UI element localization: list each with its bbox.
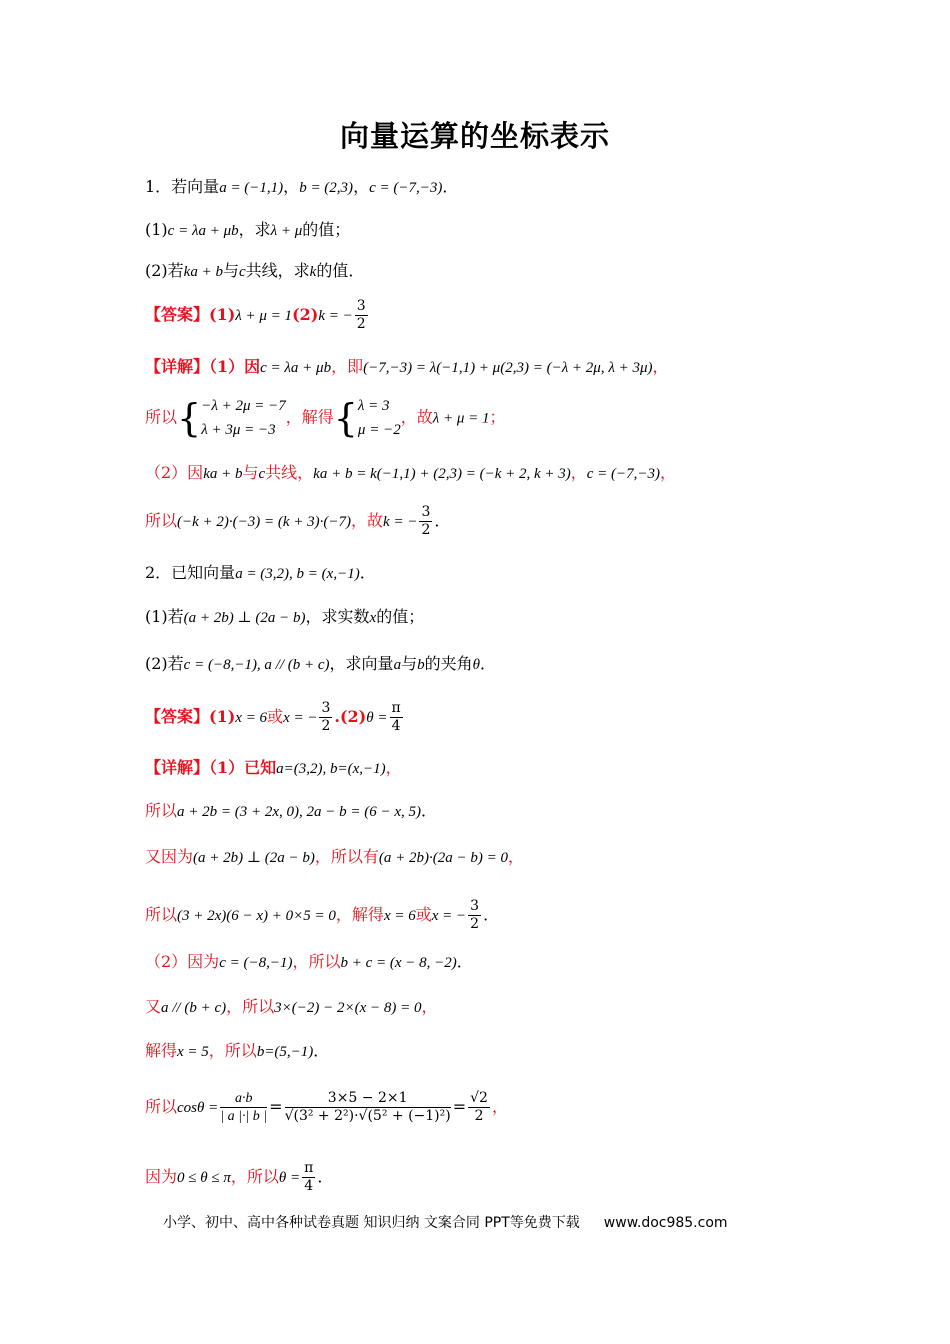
q2-solve: 解得x = 5，所以b=(5,−1)．	[145, 1041, 330, 1060]
fraction: $\frac{a\cdot b}{| a |\cdot| b |}$	[220, 1091, 268, 1124]
q1-detail1: 【详解】（1）因c = λa + μb，即(−7,−3) = λ(−1,1) + μ(2,3) = (−λ + 2μ, λ + 3μ)，	[145, 357, 669, 376]
footer	[163, 1212, 728, 1232]
q1-conclusion: 所以(−k + 2)·(−3) = (k + 3)·(−7)，故k = − $\frac{3}{2}$ ．	[145, 504, 451, 538]
fraction: $\frac{3}{2}$	[356, 298, 366, 332]
q1-answer: 【答案】(1)λ + μ = 1(2)k = − $\frac{3}{2}$	[145, 298, 366, 332]
solution-system: λ = 3 μ = −2	[357, 398, 401, 438]
fraction: $\frac{\pi}{4}$	[304, 1160, 314, 1194]
q2-detail2: （2）因为c = (−8,−1)，所以b + c = (x − 8, −2)．	[145, 952, 473, 971]
footer-text: 小学、初中、高中各种试卷真题 知识归纳 文案合同 PPT等免费下载	[163, 1215, 580, 1231]
q2-so2: 所以(3 + 2x)(6 − x) + 0×5 = 0，解得x = 6或x = − $\frac{3}{2}$ ．	[145, 898, 500, 932]
equation-system: −λ + 2μ = −7 λ + 3μ = −3	[201, 398, 286, 438]
q1-stem: 1．若向量a = (−1,1)，b = (2,3)，c = (−7,−3)．	[145, 177, 459, 196]
fraction: $\frac{\pi}{4}$	[391, 700, 401, 734]
q2-part1: (1)若(a + 2b) ⊥ (2a − b)，求实数x的值；	[145, 607, 425, 626]
q2-cos: 所以cosθ = $\frac{a\cdot b}{| a |\cdot| b |}$ = $\frac{3\times 5 - 2\times 1}{\text{√(3² + 2²)·√(5² + (−1)²)}}$ = $\frac{√2}{2}$ ，	[145, 1090, 508, 1124]
fraction: $\frac{3}{2}$	[321, 700, 331, 734]
q2-part2: (2)若c = (−8,−1), a // (b + c)，求向量a与b的夹角θ．	[145, 654, 496, 673]
q2-so1: 所以a + 2b = (3 + 2x, 0), 2a − b = (6 − x, 5)．	[145, 801, 438, 820]
fraction: $\frac{3\times 5 - 2\times 1}{\text{√(3² + 2²)·√(5² + (−1)²)}}$	[284, 1090, 451, 1124]
q2-stem: 2．已知向量a = (3,2), b = (x,−1)．	[145, 563, 376, 582]
q1-part1: (1)c = λa + μb，求λ + μ的值；	[145, 220, 351, 239]
fraction: $\frac{3}{2}$	[421, 504, 431, 538]
footer-url[interactable]: www.doc985.com	[603, 1215, 728, 1231]
q2-because: 又因为(a + 2b) ⊥ (2a − b)，所以有(a + 2b)·(2a − b) = 0，	[145, 847, 524, 866]
q2-answer: 【答案】(1)x = 6或x = − $\frac{3}{2}$ .(2)θ = $\frac{\pi}{4}$	[145, 700, 401, 734]
q1-detail2: （2）因ka + b与c共线，ka + b = k(−1,1) + (2,3) = (−k + 2, k + 3)，c = (−7,−3)，	[145, 463, 677, 482]
q2-also: 又a // (b + c)，所以3×(−2) − 2×(x − 8) = 0，	[145, 997, 438, 1016]
q1-part2: (2)若ka + b与c共线，求k的值．	[145, 261, 365, 280]
q2-detail1: 【详解】（1）已知a=(3,2), b=(x,−1)，	[145, 758, 402, 777]
fraction: $\frac{3}{2}$	[470, 898, 480, 932]
page-title: 向量运算的坐标表示	[339, 119, 610, 153]
q1-system: 所以{ −λ + 2μ = −7 λ + 3μ = −3 ，解得{ λ = 3 μ = −2 ，故λ + μ = 1；	[145, 396, 506, 440]
q2-since: 因为0 ≤ θ ≤ π，所以θ = $\frac{\pi}{4}$ ．	[145, 1160, 334, 1194]
fraction: $\frac{√2}{2}$	[470, 1090, 488, 1124]
